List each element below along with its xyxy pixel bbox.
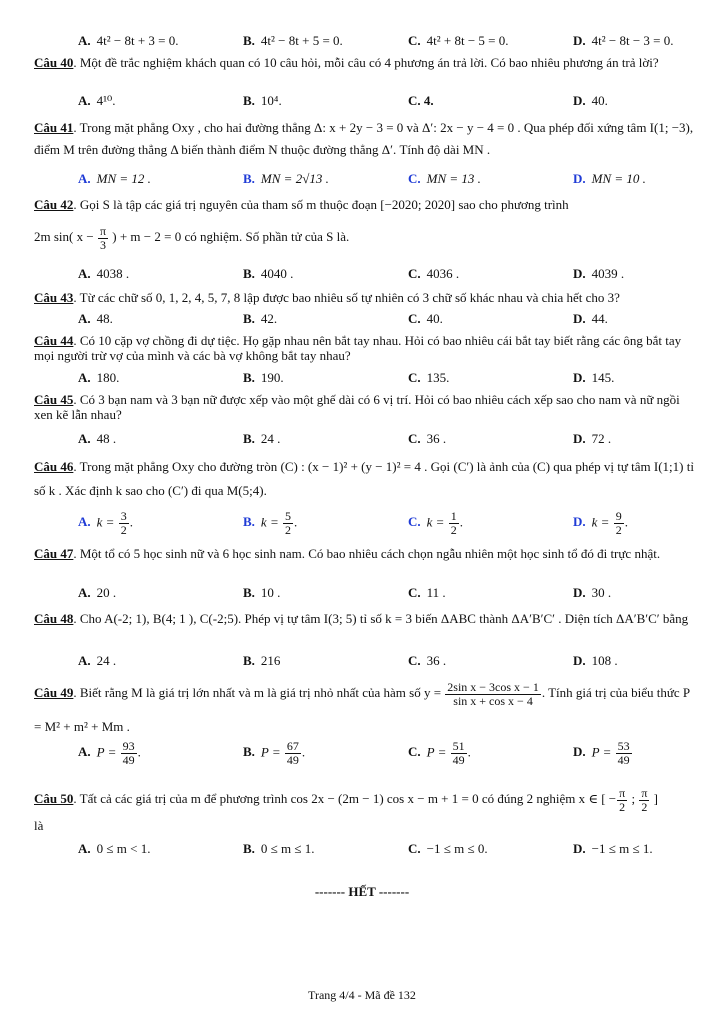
q48-option-c: C. 36 . [408,653,447,668]
q49-option-c: C. P = $\frac{51}{49}$ . [408,739,471,767]
question-40: Câu 40. Một đề trắc nghiệm khách quan có 10 câu hỏi, mỗi câu có 4 phương án trả lời. Có bao nhiêu phương án trả lời? [34,55,659,70]
q43-option-b: B. 42. [243,311,278,326]
q40-option-d: D. 40. [573,93,608,108]
q49-option-a: A. P = $\frac{93}{49}$ . [78,739,141,767]
q46-c-fraction: $\frac{1}{2}$ [450,509,457,537]
q46-option-a: A. k = $\frac{3}{2}$ . [78,509,133,537]
q40-option-a: A. 4¹⁰. [78,93,116,108]
page-footer: Trang 4/4 - Mã đề 132 [308,988,416,1002]
question-44: Câu 44. Có 10 cặp vợ chồng đi dự tiệc. Họ gặp nhau nên bắt tay nhau. Hỏi có bao nhiêu cái bắt tay biết rằng các ông bắt tay mọi người trừ vợ của mình và các bà vợ không bắt tay nhau? [34,333,682,363]
q49-d-fraction: $\frac{53}{49}$ [617,739,630,767]
q45-option-c: C. 36 . [408,431,447,446]
q39-option-a: A. 4t² − 8t + 3 = 0. [78,33,179,48]
q50-options [78,841,698,857]
q43-options [78,311,698,327]
q40-options [78,93,698,109]
q46-option-b: B. k = $\frac{5}{2}$ . [243,509,298,537]
question-42-equation: 2m sin( x − $\frac{\pi}{3}$ ) + m − 2 = 0 có nghiệm. Số phần tử của S là. [34,223,350,252]
q45-option-b: B. 24 . [243,431,281,446]
q43-option-a: A. 48. [78,311,113,326]
interval-left-fraction: $\frac{\pi}{2}$ [619,785,626,814]
question-46: Câu 46. Trong mặt phẳng Oxy cho đường tròn (C) : (x − 1)² + (y − 1)² = 4 . Gọi (C′) là ảnh của (C) qua phép vị tự tâm I(1;1) tỉ số k . Xác định k sao cho (C′) đi qua M(5;4). [34,459,694,498]
q46-options [78,510,698,544]
q48-option-d: D. 108 . [573,653,618,668]
q48-options [78,653,698,669]
question-50-tail: là [34,818,44,833]
q41-option-b: B. MN = 2√13 . [243,171,329,186]
question-43: Câu 43. Từ các chữ số 0, 1, 2, 4, 5, 7, 8 lập được bao nhiêu số tự nhiên có 3 chữ số khác nhau và chia hết cho 3? [34,290,620,305]
question-41: Câu 41. Trong mặt phẳng Oxy , cho hai đường thẳng Δ: x + 2y − 3 = 0 và Δ′: 2x − y − 4 = 0 . Qua phép đối xứng tâm I(1; −3), điểm M trên đường thẳng Δ biến thành điểm N thuộc đường thẳng Δ′. Tính độ dài MN . [34,120,694,157]
q42-option-d: D. 4039 . [573,266,625,281]
q41-option-d: D. MN = 10 . [573,171,646,186]
q46-option-c: C. k = $\frac{1}{2}$ . [408,509,463,537]
end-marker: ------- HẾT ------- [314,884,410,899]
q39-option-c: C. 4t² + 8t − 5 = 0. [408,33,509,48]
q44-options [78,370,698,386]
q43-option-c: C. 40. [408,311,443,326]
q48-option-b: B. 216 [243,653,281,668]
q48-option-a: A. 24 . [78,653,117,668]
q40-option-c: C. 4. [408,93,434,108]
question-42: Câu 42. Gọi S là tập các giá trị nguyên của tham số m thuộc đoạn [−2020; 2020] sao cho phương trình [34,197,569,212]
q50-option-c: C. −1 ≤ m ≤ 0. [408,841,488,856]
question-48: Câu 48. Cho A(-2; 1), B(4; 1 ), C(-2;5). Phép vị tự tâm I(3; 5) tỉ số k = 3 biến ΔABC thành ΔA′B′C′ . Diện tích ΔA′B′C′ bằng [34,611,689,626]
q50-option-a: A. 0 ≤ m < 1. [78,841,151,856]
question-47: Câu 47. Một tổ có 5 học sinh nữ và 6 học sinh nam. Có bao nhiêu cách chọn ngẫu nhiên một học sinh tổ đó đi trực nhật. [34,546,661,561]
q47-option-b: B. 10 . [243,585,281,600]
q39-option-b: B. 4t² − 8t + 5 = 0. [243,33,343,48]
q44-option-a: A. 180. [78,370,120,385]
q49-option-b: B. P = $\frac{67}{49}$ . [243,739,306,767]
q46-a-fraction: $\frac{3}{2}$ [120,509,127,537]
q47-options [78,585,698,601]
q40-option-b: B. 10⁴. [243,93,282,108]
q45-options [78,431,698,447]
q47-option-c: C. 11 . [408,585,446,600]
question-49: Câu 49. Biết rằng M là giá trị lớn nhất và m là giá trị nhỏ nhất của hàm số y = $\frac{\text{2sin x − 3cos x − 1}}{\text{sin x + cos x − 4}}$ . Tính giá trị của biểu thức P = M² + m² + Mm . [34,679,690,734]
q50-option-d: D. −1 ≤ m ≤ 1. [573,841,653,856]
q43-option-d: D. 44. [573,311,608,326]
q46-b-fraction: $\frac{5}{2}$ [284,509,291,537]
pi-over-3-fraction: $\frac{\pi}{3}$ [99,223,107,252]
q49-option-d: D. P = $\frac{53}{49}$ [573,739,630,767]
q45-option-d: D. 72 . [573,431,612,446]
q49-a-fraction: $\frac{93}{49}$ [122,739,135,767]
q45-option-a: A. 48 . [78,431,117,446]
question-45: Câu 45. Có 3 bạn nam và 3 bạn nữ được xếp vào một ghế dài có 6 vị trí. Hỏi có bao nhiêu cách xếp sao cho nam và nữ ngồi xen kẽ lẫn nhau? [34,392,680,422]
q42-options [78,266,698,282]
q42-option-b: B. 4040 . [243,266,294,281]
q50-option-b: B. 0 ≤ m ≤ 1. [243,841,315,856]
q44-option-b: B. 190. [243,370,284,385]
q49-b-fraction: $\frac{67}{49}$ [286,739,299,767]
q47-option-d: D. 30 . [573,585,612,600]
q49-options [78,740,698,774]
q41-option-a: A. MN = 12 . [78,171,151,186]
q41-option-c: C. MN = 13 . [408,171,481,186]
q47-option-a: A. 20 . [78,585,117,600]
q42-option-a: A. 4038 . [78,266,130,281]
interval-right-fraction: $\frac{\pi}{2}$ [641,785,648,814]
q49-c-fraction: $\frac{51}{49}$ [452,739,465,767]
q44-option-d: D. 145. [573,370,615,385]
q39-option-d: D. 4t² − 8t − 3 = 0. [573,33,674,48]
q41-options [78,171,698,187]
q46-d-fraction: $\frac{9}{2}$ [615,509,622,537]
q39-options [78,33,698,49]
q46-option-d: D. k = $\frac{9}{2}$ . [573,509,628,537]
q42-option-c: C. 4036 . [408,266,460,281]
function-fraction: $\frac{\text{2sin x − 3cos x − 1}}{\text{sin x + cos x − 4}}$ [447,679,539,708]
question-50: Câu 50. Tất cả các giá trị của m để phương trình cos 2x − (2m − 1) cos x − m + 1 = 0 có đúng 2 nghiệm x ∈ [ − $\frac{\pi}{2}$ ; $\frac{\pi}{2}$ ] [34,785,658,814]
q44-option-c: C. 135. [408,370,450,385]
